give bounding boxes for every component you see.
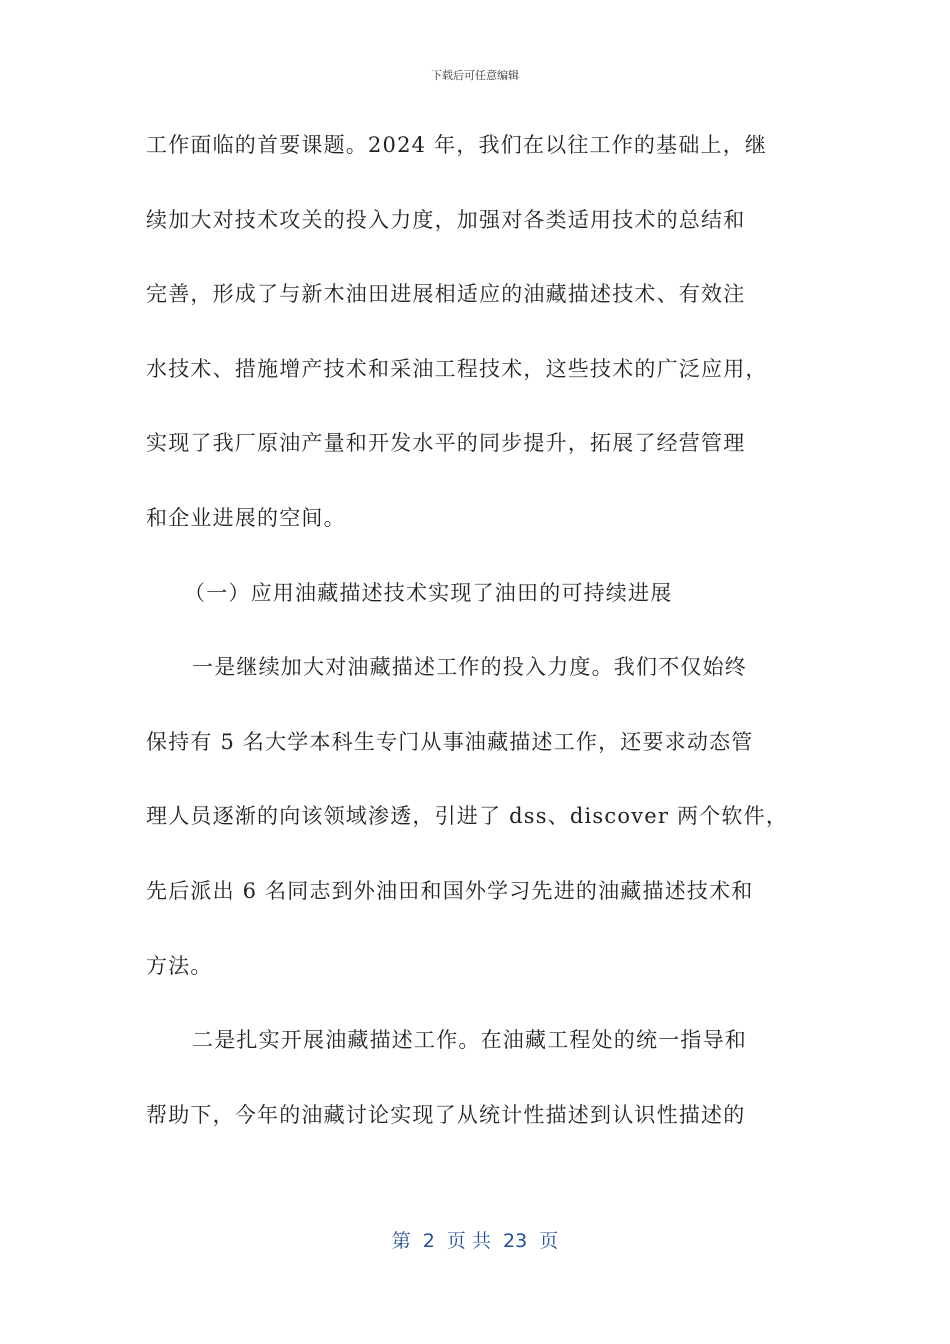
header-note: 下载后可任意编辑	[431, 69, 519, 82]
section-heading: （一）应用油藏描述技术实现了油田的可持续进展	[184, 580, 673, 605]
body-line: 水技术、措施增产技术和采油工程技术，这些技术的广泛应用，	[146, 356, 768, 381]
body-line: 实现了我厂原油产量和开发水平的同步提升，拓展了经营管理	[146, 431, 746, 456]
body-line: 帮助下，今年的油藏讨论实现了从统计性描述到认识性描述的	[146, 1102, 746, 1127]
body-line: 和企业进展的空间。	[146, 505, 346, 530]
body-line: 方法。	[146, 953, 213, 978]
body-line: 工作面临的首要课题。2024 年，我们在以往工作的基础上，继	[146, 133, 768, 157]
body-line: 二是扎实开展油藏描述工作。在油藏工程处的统一指导和	[192, 1028, 747, 1053]
body-line: 完善，形成了与新木油田进展相适应的油藏描述技术、有效注	[146, 282, 746, 307]
body-line: 续加大对技术攻关的投入力度，加强对各类适用技术的总结和	[146, 207, 746, 232]
body-line: 先后派出 6 名同志到外油田和国外学习先进的油藏描述技术和	[146, 878, 754, 903]
page-number: 第 2 页 共 23 页	[391, 1230, 559, 1252]
body-line: 保持有 5 名大学本科生专门从事油藏描述工作，还要求动态管	[146, 729, 754, 754]
body-line: 理人员逐渐的向该领域渗透，引进了 dss、discover 两个软件，	[146, 804, 789, 829]
body-line: 一是继续加大对油藏描述工作的投入力度。我们不仅始终	[192, 655, 747, 680]
document-body	[146, 122, 806, 1166]
